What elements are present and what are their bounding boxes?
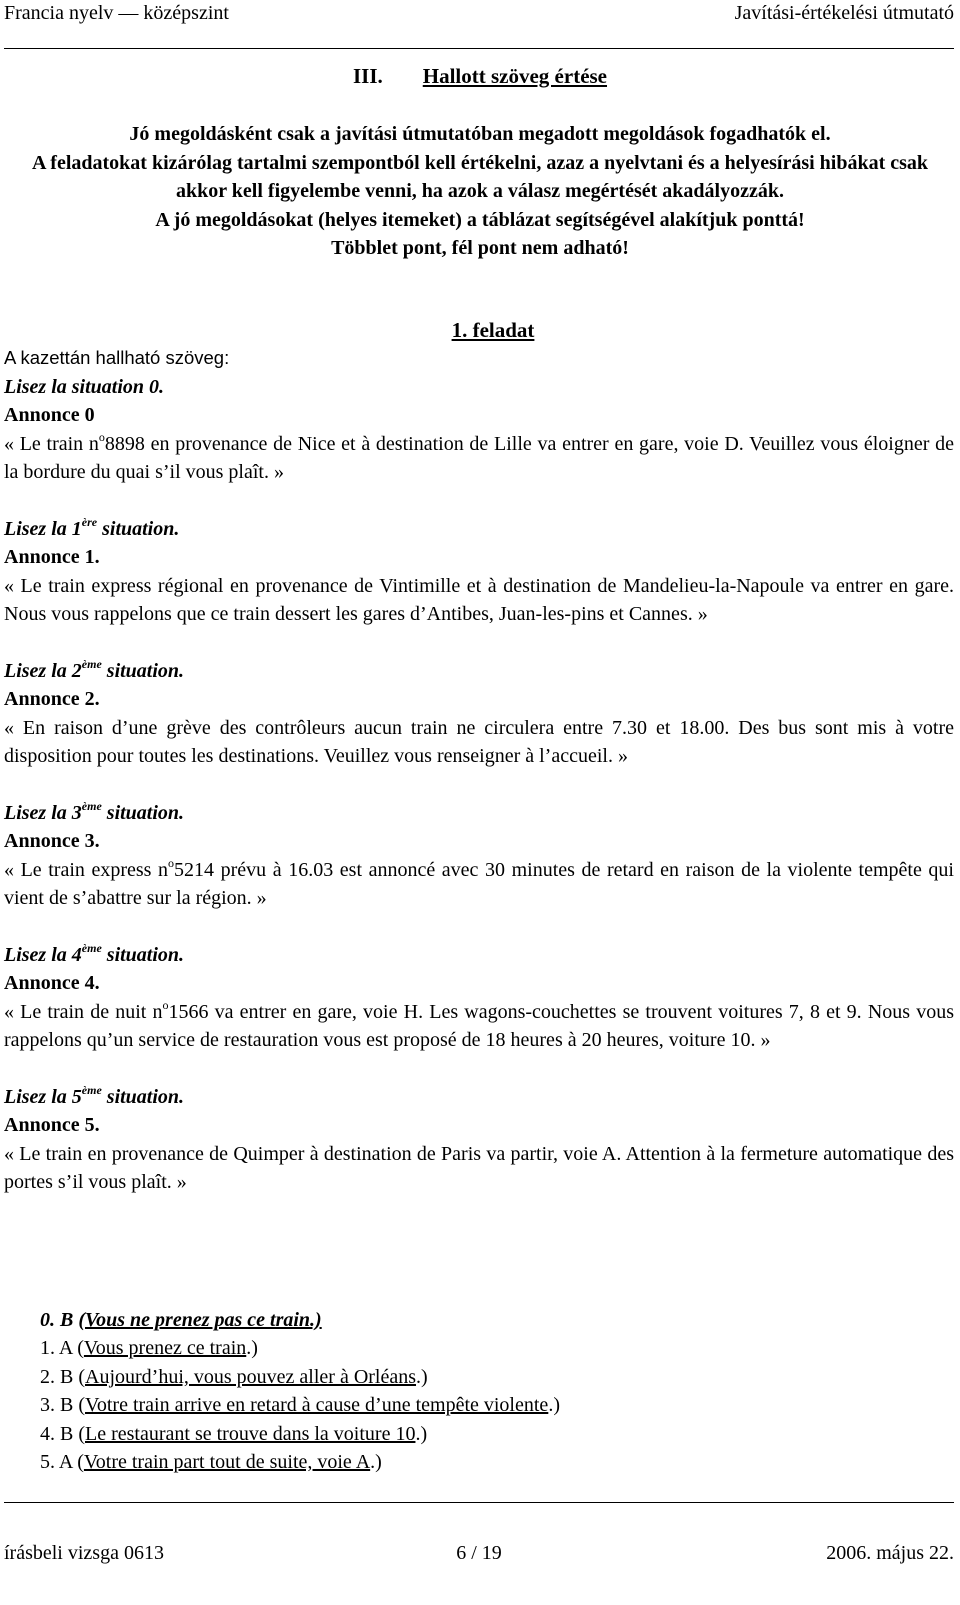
announcement-label: Annonce 4. [4,972,100,994]
answer-item: 3. B (Votre train arrive en retard à cause d’une tempête violente.) [40,1394,560,1417]
section-number: III. [352,64,383,88]
announcement-label: Annonce 2. [4,688,100,710]
footer-page-number: 6 / 19 [456,1542,502,1564]
situation-heading: Lisez la situation 0. [4,375,165,398]
transcript [4,344,954,1197]
footer-exam-code: írásbeli vizsga 0613 [4,1542,164,1564]
instruction-line: A feladatokat kizárólag tartalmi szempontból kell értékelni, azaz a nyelvtani és a helyesírási hibákat csak akkor kell figyelembe venni, ha azok a válasz megértését akadályozzák. [31,151,929,203]
header-divider [4,48,954,49]
announcement-label: Annonce 3. [4,830,100,852]
page-footer [4,1542,954,1570]
announcement-text: « Le train express $n^o5214$ prévu à 16.03 est annoncé avec 30 minutes de retard en raison de la violente tempête qui vient de s’abattre sur la région. » [4,855,954,909]
announcement-label: Annonce 0 [4,404,95,426]
section-title [0,64,960,89]
announcement-text: « Le train express régional en provenance de Vintimille et à destination de Mandelieu-la-Napoule va entrer en gare. Nous vous rappelons que ce train dessert les gares d’Antibes, Juan-les-pins et Cannes. » [4,574,954,625]
answer-key [40,1306,560,1476]
answer-item: 4. B (Le restaurant se trouve dans la voiture 10.) [40,1422,428,1445]
announcement-text: « En raison d’une grève des contrôleurs aucun train ne circulera entre 7.30 et 18.00. Des bus sont mis à votre disposition pour toutes les destinations. Veuillez vous renseigner à l’accueil. » [4,716,954,767]
section-heading: Hallott szöveg értése [422,64,608,88]
footer-date: 2006. május 22. [826,1542,954,1564]
situation-heading: Lisez la 2ème situation. [4,656,185,682]
announcement-text: « Le train $n^o8898$ en provenance de Nice et à destination de Lille va entrer en gare, voie D. Veuillez vous éloigner de la bordure du quai s’il vous plaît. » [4,429,954,483]
announcement-text: « Le train de nuit $n^o1566$ va entrer en gare, voie H. Les wagons-couchettes se trouvent voitures 7, 8 et 9. Nous vous rappelons qu’un service de restauration vous est proposé de 18 heures à 20 heures, voiture 10. » [4,997,954,1051]
situation-heading: Lisez la 5ème situation. [4,1082,185,1108]
answer-item: 5. A (Votre train part tout de suite, voie A.) [40,1451,382,1474]
announcement-label: Annonce 1. [4,546,100,568]
answer-item: 2. B (Aujourd’hui, vous pouvez aller à Orléans.) [40,1365,428,1388]
situation-heading: Lisez la 3ème situation. [4,798,185,824]
announcement-label: Annonce 5. [4,1114,100,1136]
answer-item: 0. B (Vous ne prenez pas ce train.) [40,1309,322,1331]
situation-heading: Lisez la 1ère situation. [4,514,180,540]
situation-heading: Lisez la 4ème situation. [4,940,185,966]
instruction-line: A jó megoldásokat (helyes itemeket) a táblázat segítségével alakítjuk ponttá! [155,208,805,231]
task-title [0,318,960,343]
answer-item: 1. A (Vous prenez ce train.) [40,1337,258,1360]
announcement-text: « Le train en provenance de Quimper à destination de Paris va partir, voie A. Attention à la fermeture automatique des portes s’il vous plaît. » [4,1142,954,1193]
grading-instructions [30,120,930,263]
header-subject: Francia nyelv — középszint [4,2,229,24]
page-header [4,2,954,30]
instruction-line: Többlet pont, fél pont nem adható! [331,237,629,260]
transcript-intro: A kazettán hallható szöveg: [4,347,230,368]
header-doc-type: Javítási-értékelési útmutató [734,2,954,24]
task-title-text: 1. feladat [451,318,535,342]
footer-divider [4,1502,954,1503]
instruction-line: Jó megoldásként csak a javítási útmutatóban megadott megoldások fogadhatók el. [129,123,831,145]
